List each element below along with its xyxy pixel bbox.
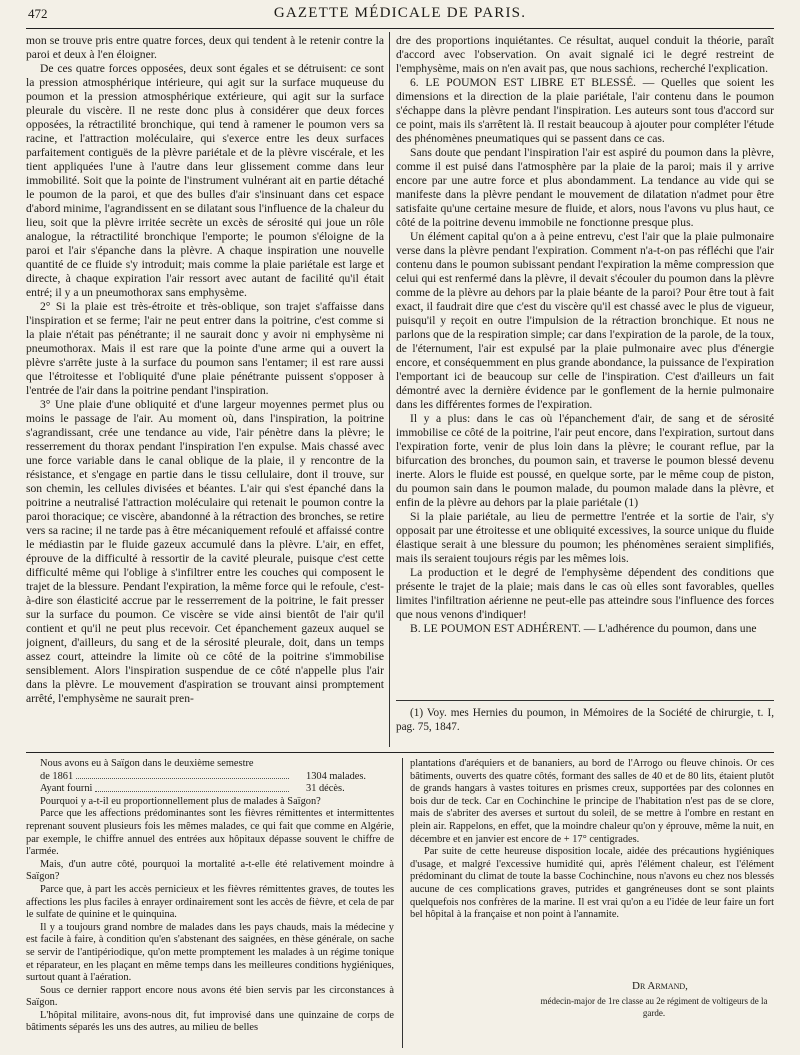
journal-title: GAZETTE MÉDICALE DE PARIS. (273, 5, 527, 21)
section-heading-paragraph: B. LE POUMON EST ADHÉRENT. — L'adhérence du poumon, dans une (410, 622, 757, 635)
paragraph: plantations d'aréquiers et de bananiers, au bord de l'Arrogo ou fleuve chinois. Or ces bâtiments, ouverts des quatre côtés, formant des salles de 40 et de 80 lits, étaient plutôt de grands hangars à vastes toitures en prismes creux, supportées par des colonnes en bois dur de teck. Car en Cochinchine le principe de l'habitation n'est pas de se clore, mais de s'abriter des averses et surtout du soleil, de se mettre à l'ombre en restant en plein air. Rappelons, en effet, que la moindre chaleur qu'on y éprouve, même la nuit, en décembre et en janvier est encore de + 17° centigrades. (410, 758, 774, 845)
stat-value: 31 décès. (306, 783, 345, 795)
paragraph: Un élément capital qu'on a à peine entrevu, c'est l'air que la plaie pulmonaire verse dans la plèvre pendant l'expiration. Comment n'a-t-on pas réfléchi que l'air contenu dans le poumon subissant pendant l'expiration la même compression que celui qui est renfermé dans la plèvre, il devait s'écouler du poumon dans la plèvre comme de la plèvre au dehors par la plaie béante de la paroi? Pour être tout à fait exact, il faudrait dire que c'est du viscère qu'il est chassé avec le plus de vigueur, puisqu'il y reçoit en outre l'impulsion de la rétraction bronchique. Et nous ne parlons que de la respiration simple; car dans l'expiration de la parole, de la toux, de l'éternument, l'air est expulsé par la plaie pulmonaire avec plus d'énergie encore, et conséquemment en plus grande abondance, la puissance de l'expiration l'emportant ici de beaucoup sur celle de l'inspiration. C'est d'ailleurs un fait démontré avec la dernière évidence par le gonflement de la hernie pulmonaire dans les différentes formes de l'expiration. (396, 230, 774, 411)
column-divider (402, 758, 403, 1048)
paragraph: 2° Si la plaie est très-étroite et très-oblique, son trajet s'affaisse dans l'inspiration et se ferme; l'air ne peut entrer dans la poitrine, c'est comme si la plaie n'était pas pénétrante; il ne saurait donc y avoir ni emphysème ni pneumothorax. Mais il est rare que la pointe d'une arme qui a ouvert la plèvre s'arrête juste à la surface du poumon sans l'entamer; il est rare aussi que l'étroitesse et l'obliquité d'une plaie pénétrante puissent s'opposer à l'entrée de l'air dans la poitrine pendant l'inspiration. (26, 300, 384, 397)
paragraph: Mais, d'un autre côté, pourquoi la mortalité a-t-elle été relativement moindre à Saïgon? (26, 858, 394, 883)
stat-label: Ayant fourni (40, 783, 93, 795)
paragraph: Pourquoi y a-t-il eu proportionnellement plus de malades à Saïgon? (40, 795, 321, 807)
paragraph: Sans doute que pendant l'inspiration l'air est aspiré du poumon dans la plèvre, comme il est puisé dans l'atmosphère par la plaie de la paroi; mais il y arrive encore par une autre force et plus abondamment. La tendance au vide qui se manifeste dans la plèvre pendant le mouvement de dilatation n'admet pour être satisfaite qu'une certaine mesure de fluide, et alors, nous l'avons vu plus haut, ce côté de la poitrine devenu immobile ne fonctionne presque plus. (396, 146, 774, 229)
paragraph: Parce que, à part les accès pernicieux et les fièvres rémittentes graves, de toutes les affections les plus faciles à enrayer ordinairement sont les accès de fièvre, et cela de par le sulfate de quinine et le quinquina. (26, 883, 394, 921)
stat-value: 1304 malades. (306, 770, 367, 782)
paragraph: Il y a plus: dans le cas où l'épanchement d'air, de sang et de sérosité immobilise ce côté de la poitrine, l'air peut encore, dans l'expiration, surtout dans l'expiration forte, venir de plus loin dans la plèvre; le courant reflue, par la bifurcation des bronches, du poumon sain, et traverse le poumon blessé devenu inerte. Alors le fluide est poussé, en quelque sorte, par le même coup de piston, du poumon sain dans le poumon malade, du poumon malade dans la plèvre, et enfin de la plèvre au dehors par la plaie pariétale (1) (396, 412, 774, 509)
column-divider (389, 32, 390, 747)
left-article-column (26, 34, 384, 724)
footnote-rule (396, 700, 774, 701)
page-number: 472 (28, 6, 48, 21)
stat-row-patients (26, 771, 394, 784)
paragraph: Nous avons eu à Saïgon dans le deuxième semestre (40, 758, 254, 769)
paragraph: Par suite de cette heureuse disposition locale, aidée des précautions hygiéniques d'usage, et malgré l'excessive humidité qui, après l'élément chaleur, est l'élément prédominant du climat de toute la basse Cochinchine, nous n'avons eu chez nos blessés aucune de ces complications graves, putrides et gangréneuses dont se sont plaints quelquefois nos confrères de la marine. Il est vrai qu'on a eu l'idée de leur faire un fort bel hôpital à la française et non point à l'annamite. (410, 846, 774, 921)
right-article-column (396, 34, 774, 684)
page-header (28, 4, 772, 26)
paragraph: Si la plaie pariétale, au lieu de permettre l'entrée et la sortie de l'air, s'y opposait par une étroitesse et une obliquité excessives, la source unique du fluide élastique serait à une blessure du poumon; les phénomènes seraient simplifiés, mais ils seraient toujours régis par les mêmes lois. (396, 510, 774, 565)
stat-row-deaths (26, 783, 394, 796)
paragraph: Sous ce dernier rapport encore nous avons été bien servis par les circonstances à Saïgon. (26, 984, 394, 1009)
paragraph: L'hôpital militaire, avons-nous dit, fut improvisé dans une quinzaine de corps de bâtiments séparés les uns des autres, au milieu de belles (26, 1009, 394, 1034)
paragraph: La production et le degré de l'emphysème dépendent des conditions que présente le trajet de la plaie; mais dans le cas où elles sont favorables, quelles limites l'infiltration aérienne ne peut-elle pas atteindre sous l'influence des forces que nous venons d'indiquer! (396, 566, 774, 621)
dot-leader (76, 771, 289, 780)
paragraph: Il y a toujours grand nombre de malades dans les pays chauds, mais la médecine y est facile à faire, à condition qu'en s'abstenant des saignées, en thèse générale, on sache se servir de l'antipériodique, qu'on mette promptement les malades à un régime tonique et réparateur, en les plaçant en même temps dans les meilleures conditions hygiéniques, surtout quant à l'aération. (26, 921, 394, 984)
dot-leader (95, 783, 289, 792)
signature-title: médecin-major de 1re classe au 2e régiment de voltigeurs de la garde. (540, 996, 768, 1018)
stat-label: de 1861 (40, 770, 74, 782)
paragraph: dre des proportions inquiétantes. Ce résultat, auquel conduit la théorie, paraît d'accord avec l'observation. On avait signalé ici le degré restreint de l'emphysème, mais on n'en avait pas, que nous sachions, recherché l'explication. (396, 34, 774, 75)
paragraph: De ces quatre forces opposées, deux sont égales et se détruisent: ce sont la pression atmosphérique intérieure, qui agit sur la surface muqueuse du poumon et la pression atmosphérique extérieure, qui agit sur la surface pleurale du viscère. Il ne reste donc plus à considérer que deux forces opposées, la rétractilité bronchique, qui tend à ramener le poumon vers sa racine, et l'attraction moléculaire, qui s'exerce entre les deux surfaces parfaitement contiguës de la plèvre pariétale et de la plèvre viscérale, et les tient appliquées l'une à l'autre dans leur glissement comme dans leur immobilité. Soit que la pointe de l'instrument vulnérant ait en partie détaché le poumon de la paroi, et que des bulles d'air s'insinuant dans cet espace d'abord minime, l'agrandissent en se dilatant sous l'influence de la chaleur du lieu, soit que la plèvre irritée secrète un excès de sérosité qui joue un rôle analogue, la rétractilité bronchique l'emporte; le poumon s'éloigne de la paroi et l'air s'épanche dans la plèvre. A chaque inspiration une nouvelle quantité de ce fluide s'y introduit; mais comme la plaie pariétale est large et directe, à chaque expiration l'air ressort avec autant de facilité qu'il était entré; il y a un pneumothorax sans emphysème. (26, 62, 384, 299)
section-separator (26, 752, 774, 753)
paragraph: 3° Une plaie d'une obliquité et d'une largeur moyennes permet plus ou moins le passage de l'air. Au moment où, dans l'inspiration, la poitrine s'agrandissant, crée une tendance au vide, l'air pénètre dans la plèvre; le resserrement du thorax pendant l'inspiration l'en expulse. Mais chassé avec une force variable dans le canal oblique de la plaie, il y rencontre de la résistance, et s'engage en partie dans le tissu cellulaire, dont il trouve, sur son chemin, les cellules divisées et béantes. L'air qui s'est épanché dans la poitrine a neutralisé l'attraction moléculaire qui retenait le poumon contre la paroi thoracique; ce viscère, abandonné à la rétraction des bronches, se retire vers sa racine; il ne tarde pas à être mécaniquement refoulé et affaissé contre le médiastin par le fluide gazeux accumulé dans la plèvre. L'air, en effet, éprouve de la difficulté à ressortir de la cavité pleurale, puisque c'est cette difficulté même qui l'oblige à s'infiltrer entre les couches qui composent le trajet de la blessure. Pendant l'expiration, la même force qui le refoule, c'est-à-dire son élasticité accrue par le resserrement de la poitrine, le fait presser sur la surface du poumon. Ce viscère se vide ainsi bientôt de l'air qu'il contient et qu'il ne peut plus recevoir. Cet épanchement gazeux auquel se joignent, d'ailleurs, du sang et de la sérosité pleurale, doit, dans un temps assez court, atteindre la limite où ce côté de la poitrine s'immobilise sensiblement. Alors l'inspiration suspendue de ce côté n'appelle plus l'air dans la plèvre. Le mouvement d'aspiration se trouvant ainsi promptement arrêté, l'emphysème ne saurait pren- (26, 398, 384, 705)
lower-right-column (410, 758, 774, 958)
section-heading-paragraph: 6. LE POUMON EST LIBRE ET BLESSÉ. — Quelles que soient les dimensions et la direction de la plaie pariétale, l'air contenu dans le poumon s'échappe dans la plèvre pendant l'inspiration. Les auteurs sont tous d'accord sur ce point, mais ils s'arrêtent là. Il restait beaucoup à ajouter pour compléter l'étude des phénomènes pneumatiques qui se passent dans ce cas. (396, 76, 774, 145)
header-rule (26, 28, 774, 29)
lower-left-column (26, 758, 394, 1053)
footnote: (1) Voy. mes Hernies du poumon, in Mémoires de la Société de chirurgie, t. I, pag. 75, 1847. (396, 707, 774, 733)
signature-name: Dr Armand, (632, 980, 688, 992)
paragraph: mon se trouve pris entre quatre forces, deux qui tendent à le retenir contre la paroi et deux à l'en éloigner. (26, 34, 384, 61)
paragraph: Parce que les affections prédominantes sont les fièvres rémittentes et intermittentes reprenant souvent plusieurs fois les mêmes malades, ce qui fait que comme en Algérie, par exemple, le chiffre annuel des entrées aux hôpitaux dépasse souvent le chiffre de l'armée. (26, 808, 394, 858)
